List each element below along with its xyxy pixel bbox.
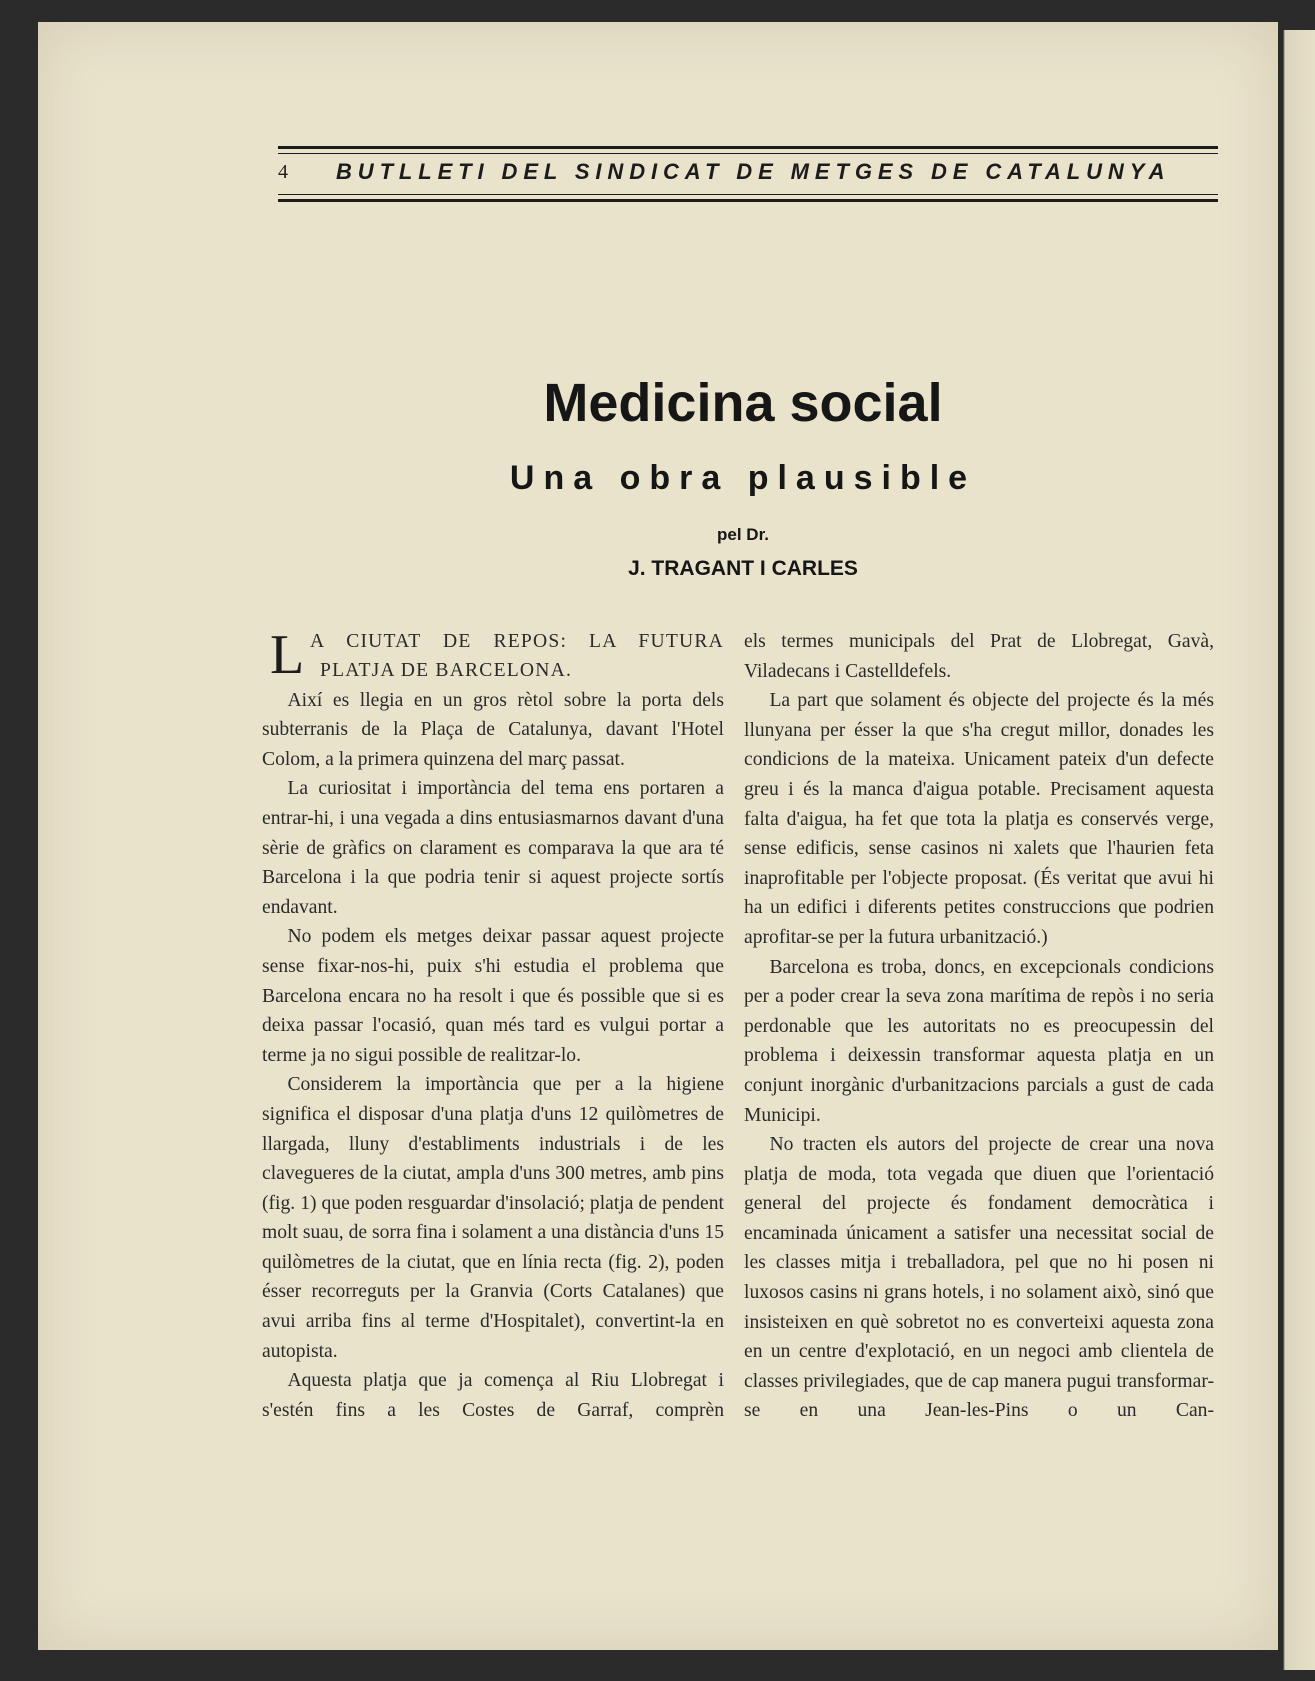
paragraph: Considerem la importància que per a la higiene significa el disposar d'una platja d'uns 12 quilòmetres de llargada, lluny d'establiments industrials i de les clavegueres de la ciutat, ampla d'uns 300 metres, amb pins (fig. 1) que poden resguardar d'insolació; platja de pendent molt suau, de sorra fina i solament a una distància d'uns 15 quilòmetres de la ciutat, que en línia recta (fig. 2), poden ésser recorreguts per la Granvia (Corts Catalanes) que avui arriba fins al terme d'Hospitalet), convertint-la en autopista. [262, 1074, 724, 1362]
paragraph: Així es llegia en un gros rètol sobre la porta dels subterranis de la Plaça de Catalunya, davant l'Hotel Colom, a la primera quinzena del març passat. [262, 689, 724, 770]
header-rule-top-thin [278, 153, 1218, 154]
drop-cap: L [270, 624, 305, 686]
header-rule-top [278, 146, 1218, 149]
paragraph: Barcelona es troba, doncs, en excepcionals condicions per a poder crear la seva zona marítima de repòs i no seria perdonable que les autoritats no es preocupessin del problema i deixessin transformar aquesta platja en un conjunt inorgànic d'urbanitzacions parcials a gust de cada Municipi. [744, 956, 1214, 1126]
page-number: 4 [278, 161, 288, 183]
byline-author: J. TRAGANT I CARLES [628, 557, 858, 580]
lede-line-1: A CIUTAT DE REPOS: LA FUTURA [310, 631, 724, 652]
right-column [744, 627, 1214, 1426]
lede-line-2: PLATJA DE BARCELONA. [320, 660, 573, 681]
article-title: Medicina social [543, 373, 943, 433]
running-head [278, 142, 1218, 212]
paragraph: La part que solament és objecte del projecte és la més llunyana per ésser la que s'ha cregut millor, donades les condicions de la mateixa. Unicament pateix d'un defecte greu i és la manca d'aigua potable. Precisament aquesta falta d'aigua, ha fet que tota la platja es conservés verge, sense edificis, sense casinos ni xalets que l'haurien feta inaprofitable per l'objecte proposat. (És veritat que avui hi ha un edifici i diferents petites construccions que podrien aprofitar-se per la futura urbanització.) [744, 690, 1214, 948]
paragraph: La curiositat i importància del tema ens portaren a entrar-hi, i una vegada a dins entusiasmarnos davant d'una sèrie de gràfics on clarament es comparava la que ara té Barcelona i la que podria tenir si aquest projecte sortís endavant. [262, 778, 724, 918]
next-page-edge [1279, 30, 1315, 1670]
paragraph: No podem els metges deixar passar aquest projecte sense fixar-nos-hi, puix s'hi estudia el problema que Barcelona encara no ha resolt i que és possible que si es deixa passar l'ocasió, quan més tard es vulgui portar a terme ja no sigui possible de realitzar-lo. [262, 926, 724, 1066]
byline-prefix: pel Dr. [717, 525, 769, 544]
paragraph: Aquesta platja que ja comença al Riu Llobregat i s'estén fins a les Costes de Garraf, comprèn [262, 1370, 724, 1421]
header-rule-bottom-thin [278, 194, 1218, 195]
publication-title: BUTLLETI DEL SINDICAT DE METGES DE CATALUNYA [336, 159, 1171, 184]
header-rule-bottom [278, 199, 1218, 202]
paragraph: No tracten els autors del projecte de crear una nova platja de moda, tota vegada que diuen que l'orientació general del projecte és fondament democràtica i encaminada únicament a satisfer una necessitat social de les classes mitja i treballadora, pel que no hi posen ni luxosos casins ni grans hotels, i no solament això, sinó que insisteixen en què sobretot no es converteixi aquesta zona en un centre d'explotació, en un negoci amb clientela de classes privilegiades, que de cap manera pugui transformar-se en una Jean-les-Pins o un Can- [744, 1134, 1214, 1422]
journal-page [38, 22, 1278, 1650]
article-subtitle: Una obra plausible [509, 459, 977, 497]
left-column [262, 624, 724, 1425]
paragraph: els termes municipals del Prat de Llobregat, Gavà, Viladecans i Castelldefels. [744, 631, 1214, 682]
